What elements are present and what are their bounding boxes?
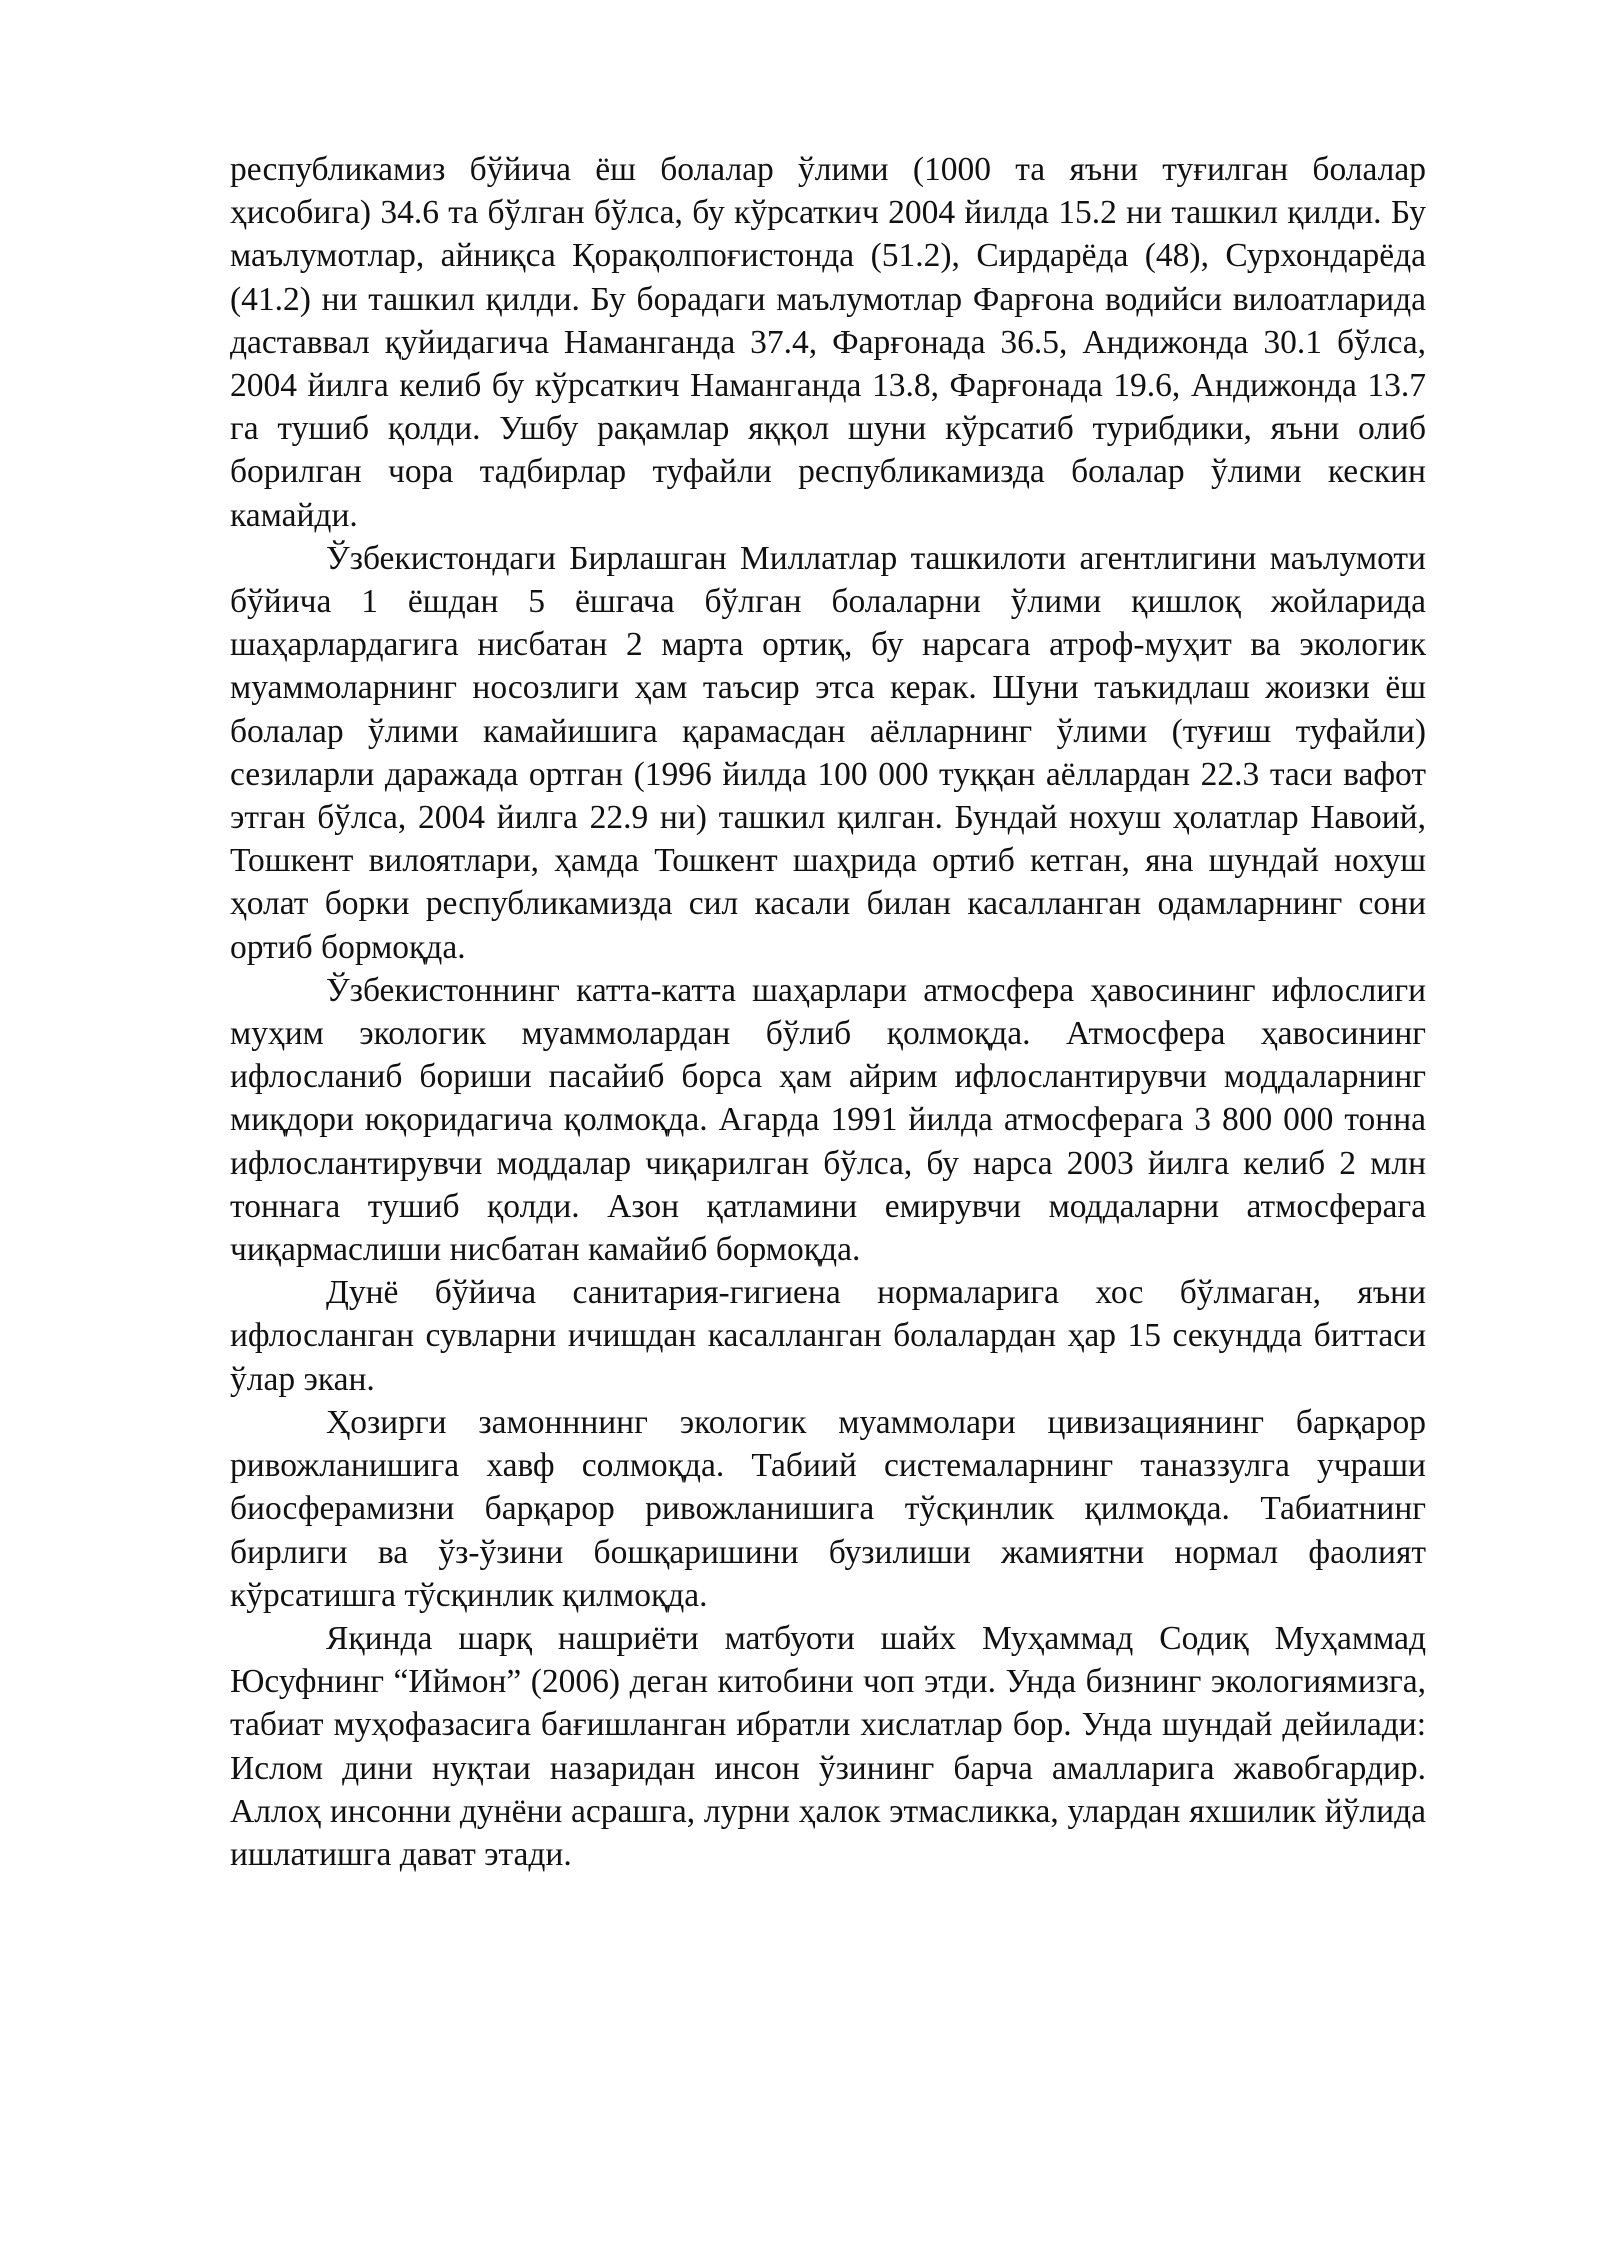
paragraph-4: Дунё бўйича санитария-гигиена нормаларига хос бўлмаган, яъни ифлосланган сувларни ичишдан касалланган болалардан ҳар 15 секундда биттаси ўлар экан. xyxy=(230,1274,1426,1398)
paragraph-1: республикамиз бўйича ёш болалар ўлими (1000 та яъни туғилган болалар ҳисобига) 34.6 та бўлган бўлса, бу кўрсаткич 2004 йилда 15.2 ни ташкил қилди. Бу маълумотлар, айниқса Қорақолпоғистонда (51.2), Сирдарёда (48), Сурхондарёда (41.2) ни ташкил қилди. Бу борадаги маълумотлар Фарғона водийси вилоатларида даставвал қуйидагича Наманганда 37.4, Фарғонада 36.5, Андижонда 30.1 бўлса, 2004 йилга келиб бу кўрсаткич Наманганда 13.8, Фарғонада 19.6, Андижонда 13.7 га тушиб қолди. Ушбу рақамлар яққол шуни кўрсатиб турибдики, яъни олиб борилган чора тадбирлар туфайли республикамизда болалар ўлими кескин камайди. xyxy=(230,151,1426,534)
paragraph-5: Ҳозирги замонннинг экологик муаммолари цивизациянинг барқарор ривожланишига хавф солмоқда. Табиий системаларнинг таназзулга учраши биосферамизни барқарор ривожланишига тўсқинлик қилмоқда. Табиатнинг бирлиги ва ўз-ўзини бошқаришини бузилиши жамиятни нормал фаолият кўрсатишга тўсқинлик қилмоқда. xyxy=(230,1403,1426,1614)
document-body xyxy=(230,148,1426,1876)
paragraph-3: Ўзбекистоннинг катта-катта шаҳарлари атмосфера ҳавосининг ифлослиги муҳим экологик муаммолардан бўлиб қолмоқда. Атмосфера ҳавосининг ифлосланиб бориши пасайиб борса ҳам айрим ифлослантирувчи моддаларнинг миқдори юқоридагича қолмоқда. Агарда 1991 йилда атмосферага 3 800 000 тонна ифлослантирувчи моддалар чиқарилган бўлса, бу нарса 2003 йилга келиб 2 млн тоннага тушиб қолди. Азон қатламини емирувчи моддаларни атмосферага чиқармаслиши нисбатан камайиб бормоқда. xyxy=(230,971,1426,1269)
paragraph-6: Яқинда шарқ нашриёти матбуоти шайх Муҳаммад Содиқ Муҳаммад Юсуфнинг “Иймон” (2006) деган китобини чоп этди. Унда бизнинг экологиямизга, табиат муҳофазасига бағишланган ибратли хислатлар бор. Унда шундай дейилади: Ислом дини нуқтаи назаридан инсон ўзининг барча амалларига жавобгардир. Аллоҳ инсонни дунёни асрашга, лурни ҳалок этмасликка, улардан яхшилик йўлида ишлатишга дават этади. xyxy=(230,1619,1426,1873)
paragraph-2: Ўзбекистондаги Бирлашган Миллатлар ташкилоти агентлигини маълумоти бўйича 1 ёшдан 5 ёшгача бўлган болаларни ўлими қишлоқ жойларида шаҳарлардагига нисбатан 2 марта ортиқ, бу нарсага атроф-муҳит ва экологик муаммоларнинг носозлиги ҳам таъсир этса керак. Шуни таъкидлаш жоизки ёш болалар ўлими камайишига қарамасдан аёлларнинг ўлими (туғиш туфайли) сезиларли даражада ортган (1996 йилда 100 000 туққан аёллардан 22.3 таси вафот этган бўлса, 2004 йилга 22.9 ни) ташкил қилган. Бундай нохуш ҳолатлар Навоий, Тошкент вилоятлари, ҳамда Тошкент шаҳрида ортиб кетган, яна шундай нохуш ҳолат борки республикамизда сил касали билан касалланган одамларнинг сони ортиб бормоқда. xyxy=(230,539,1426,966)
